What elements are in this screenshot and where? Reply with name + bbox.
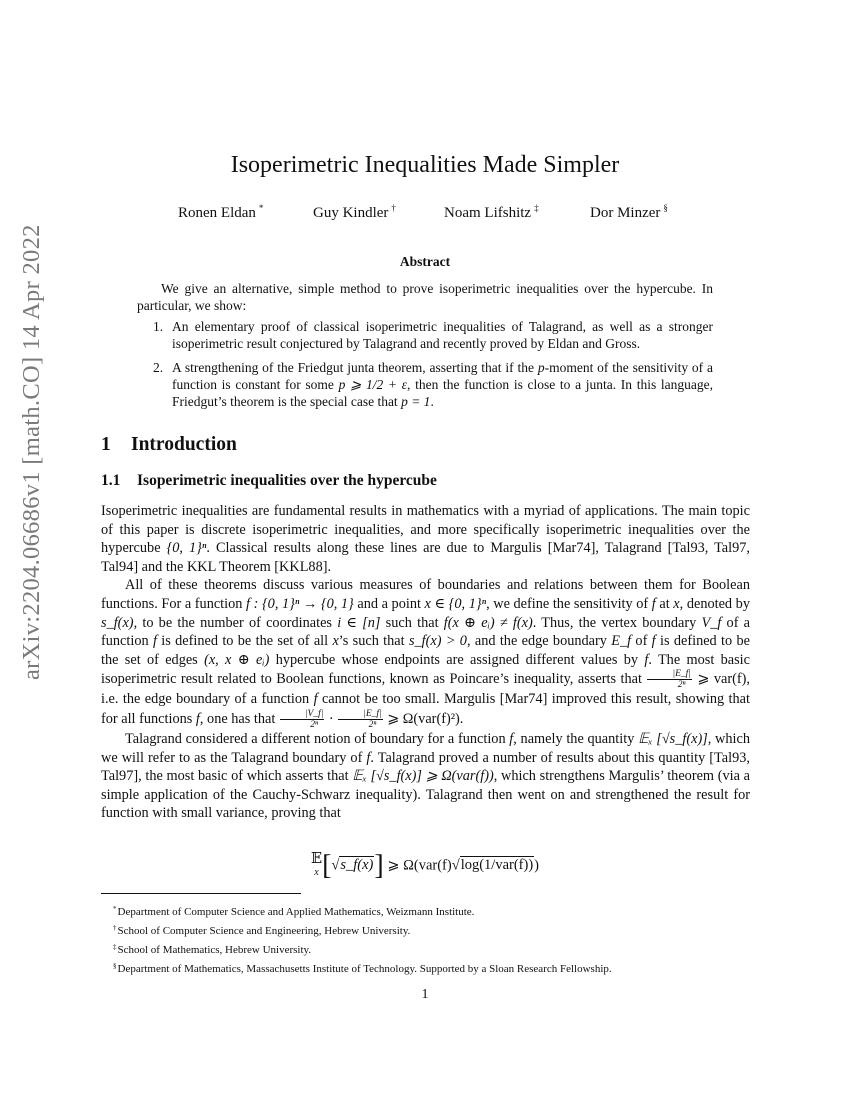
expectation-operator: 𝔼 x [311, 851, 323, 878]
author-minzer: Dor Minzer § [590, 203, 668, 221]
footnotes [113, 901, 753, 977]
paragraph-3: Talagrand considered a different notion of boundary for a function f, namely the quantity 𝔼ₓ [√s_f(x)], which we will refer to as the Talagrand boundary of f. Talagrand proved a number of results about this quantity [Tal93, Tal97], the most basic of which asserts that 𝔼ₓ [√s_f(x)] ⩾ Ω(var(f)), which strengthens Margulis’ theorem (via a simple application of the Cauchy-Schwarz inequality). Talagrand then went on and strengthened the result for function with small variance, proving that [101, 730, 751, 822]
footnote: §Department of Mathematics, Massachusetts Institute of Technology. Supported by a Sloan Research Fellowship. [113, 962, 612, 975]
paper-title: Isoperimetric Inequalities Made Simpler [230, 152, 620, 178]
paragraph-2: All of these theorems discuss various measures of boundaries and relations between them for Boolean functions. For a function f : {0, 1}ⁿ → {0, 1} and a point x ∈ {0, 1}ⁿ, we define the sensitivity of f at x, denoted by s_f(x), to be the number of coordinates i ∈ [n] such that f(x ⊕ eᵢ) ≠ f(x). Thus, the vertex boundary V_f of a function f is defined to be the set of all x’s such that s_f(x) > 0, and the edge boundary E_f of f is defined to be the set of edges (x, x ⊕ eᵢ) hypercube whose endpoints are assigned different values by f. The most basic isoperimetric result related to Boolean functions, known as Poincare’s inequality, asserts that $\frac{|E\_f|}{\text{2ⁿ}}$ ⩾ var(f), i.e. the edge boundary of a function f cannot be too small. Margulis [Mar74] improved this result, showing that for all functions f, one has that $\frac{|V\_f|}{\text{2ⁿ}}$ · $\frac{|E\_f|}{\text{2ⁿ}}$ ⩾ Ω(var(f)²). [101, 577, 751, 730]
footnote: *Department of Computer Science and Applied Mathematics, Weizmann Institute. [113, 905, 475, 918]
abstract-item-2 [137, 359, 713, 410]
vertex-boundary-fraction: $\frac{|V\_f|}{\text{2ⁿ}}$ [280, 709, 324, 730]
edge-boundary-fraction-2: $\frac{|E\_f|}{\text{2ⁿ}}$ [338, 709, 382, 730]
paragraph-1: Isoperimetric inequalities are fundamental results in mathematics with a myriad of applications. The main topic of this paper is discrete isoperimetric inequalities, and more specifically isoperimetric inequalities over the hypercube {0, 1}ⁿ. Classical results along these lines are due to Margulis [Mar74], Talagrand [Tal93, Tal97, Tal94] and the KKL Theorem [KKL88]. [101, 503, 750, 575]
footnote: †School of Computer Science and Engineering, Hebrew University. [113, 924, 411, 937]
abstract-item-text: A strengthening of the Friedgut junta theorem, asserting that if the p-moment of the sensitivity of a function is constant for some p ⩾ 1/2 + ε, then the function is close to a junta. In this language, Friedgut’s theorem is the special case that p = 1. [172, 360, 714, 409]
arxiv-stamp: arXiv:2204.06686v1 [math.CO] 14 Apr 2022 [18, 224, 45, 680]
abstract-item-text: An elementary proof of classical isoperimetric inequalities of Talagrand, as well as a stronger isoperimetric result conjectured by Talagrand and recently proved by Eldan and Gross. [172, 319, 713, 351]
section-heading: 1 Introduction [101, 434, 237, 455]
display-equation: 𝔼 x [√s_f(x)] ⩾ Ω(var(f)√log(1/var(f))) [311, 850, 539, 881]
abstract-heading: Abstract [399, 254, 451, 269]
subsection-heading: 1.1 Isoperimetric inequalities over the hypercube [101, 472, 437, 489]
body-text [101, 502, 750, 823]
author-lifshitz: Noam Lifshitz ‡ [444, 203, 539, 221]
abstract-item-number: 2. [153, 360, 164, 375]
edge-boundary-fraction: $\frac{|E\_f|}{\text{2ⁿ}}$ [647, 669, 691, 690]
abstract-item-number: 1. [153, 319, 164, 334]
author-eldan: Ronen Eldan * [178, 203, 264, 221]
page-number: 1 [421, 987, 429, 1002]
abstract-intro: We give an alternative, simple method to prove isoperimetric inequalities over the hypercube. In particular, we show: [137, 281, 713, 313]
footnote-rule [101, 893, 301, 894]
abstract-item-1 [137, 318, 713, 352]
author-kindler: Guy Kindler † [313, 203, 396, 221]
footnote: ‡School of Mathematics, Hebrew University. [113, 943, 312, 956]
